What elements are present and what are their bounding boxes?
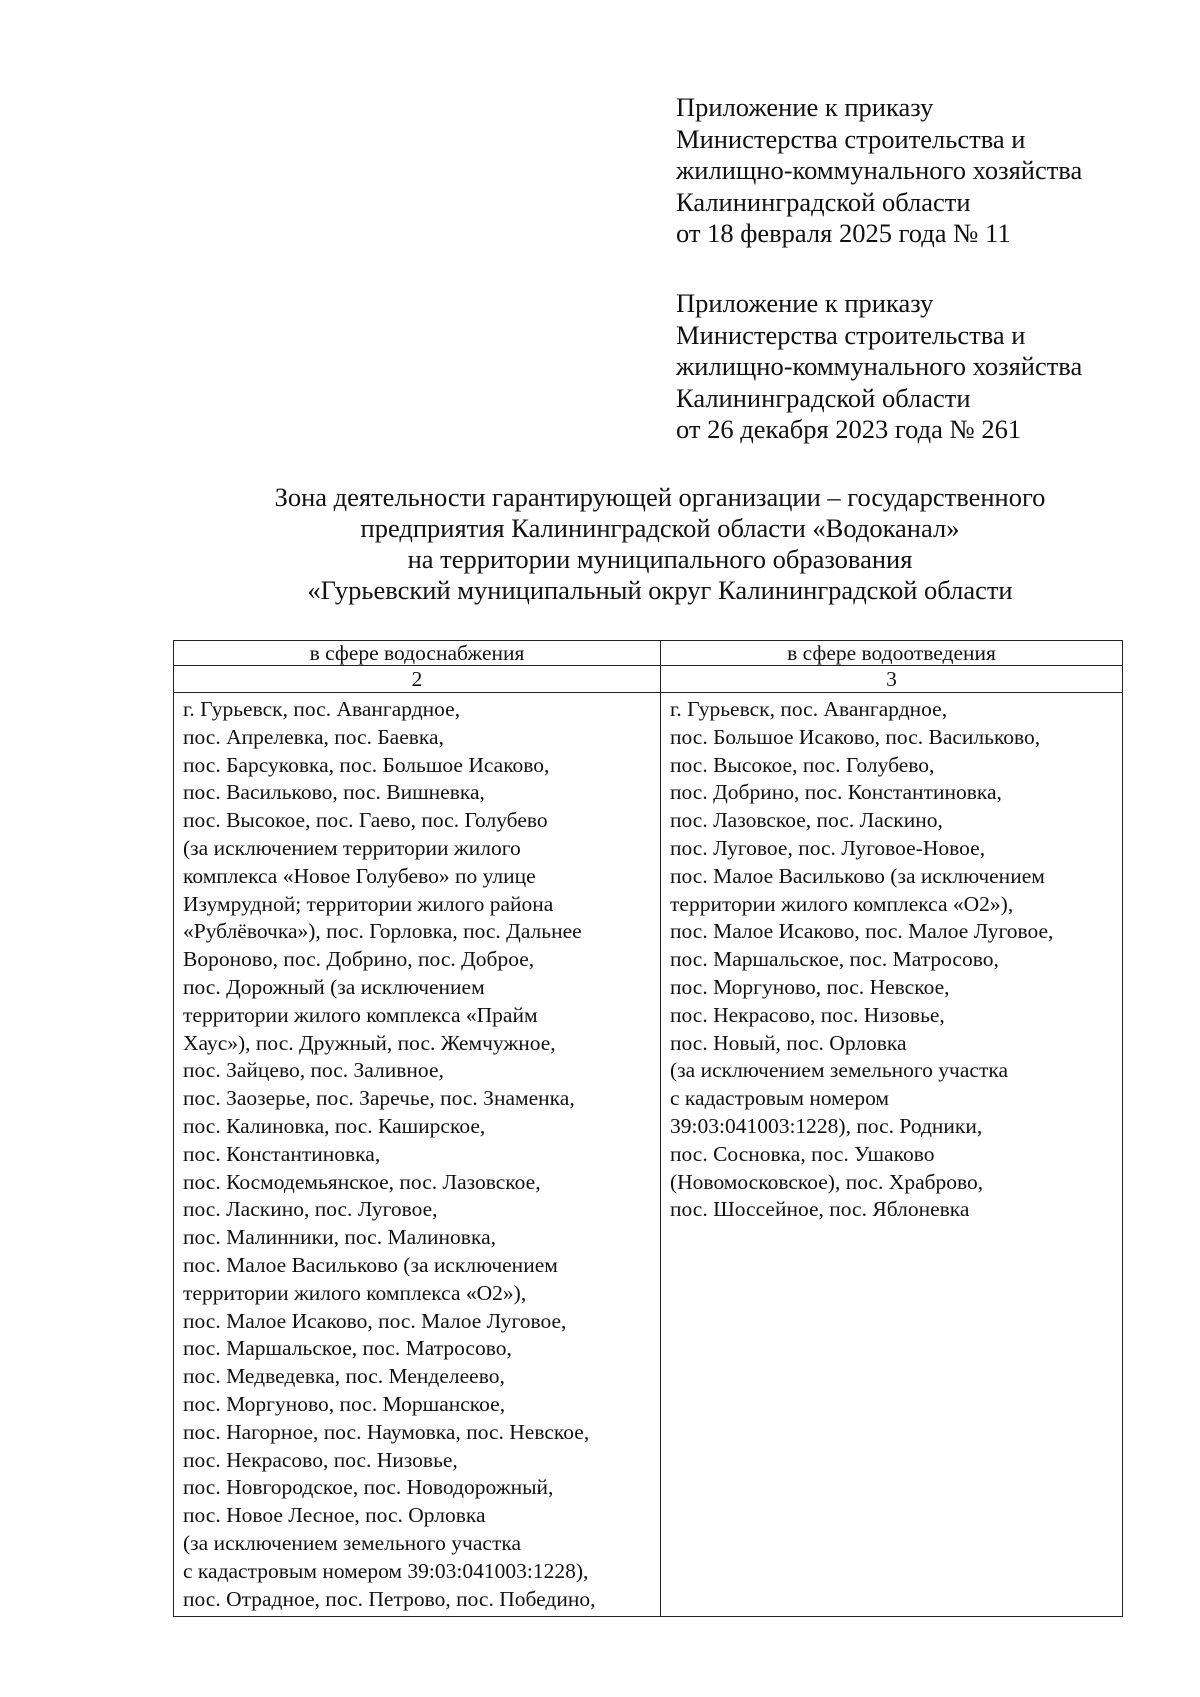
water-supply-line: пос. Некрасово, пос. Низовье, (183, 1447, 458, 1472)
wastewater-line: пос. Новый, пос. Орловка (670, 1030, 907, 1055)
header-line: Министерства строительства и (676, 123, 1026, 154)
wastewater-line: пос. Высокое, пос. Голубево, (670, 752, 935, 777)
table-body-row (174, 693, 1123, 1617)
water-supply-line: пос. Отрадное, пос. Петрово, пос. Победино, (183, 1586, 596, 1611)
wastewater-line: пос. Лазовское, пос. Ласкино, (670, 808, 943, 833)
water-supply-line: пос. Васильково, пос. Вишневка, (183, 780, 485, 805)
wastewater-line: пос. Моргуново, пос. Невское, (670, 974, 950, 999)
water-supply-line: территории жилого комплекса «О2»), (183, 1280, 527, 1305)
wastewater-line: пос. Сосновка, пос. Ушаково (670, 1141, 935, 1166)
water-supply-line: пос. Заозерье, пос. Заречье, пос. Знаменка, (183, 1086, 575, 1111)
header-line: Министерства строительства и (676, 319, 1026, 350)
wastewater-line: пос. Маршальское, пос. Матросово, (670, 947, 999, 972)
water-supply-line: пос. Зайцево, пос. Заливное, (183, 1058, 444, 1083)
water-supply-line: территории жилого комплекса «Прайм (183, 1002, 538, 1027)
water-supply-line: пос. Малое Исаково, пос. Малое Луговое, (183, 1308, 567, 1333)
wastewater-line: пос. Некрасово, пос. Низовье, (670, 1002, 945, 1027)
water-supply-line: Изумрудной; территории жилого района (183, 891, 554, 916)
water-supply-line: г. Гурьевск, пос. Авангардное, (183, 697, 461, 721)
water-supply-line: пос. Моргуново, пос. Моршанское, (183, 1391, 506, 1416)
water-supply-line: комплекса «Новое Голубево» по улице (183, 863, 536, 888)
appendix-header-current (676, 92, 1082, 250)
zones-table (173, 640, 1123, 1617)
wastewater-cell (661, 693, 1123, 1617)
wastewater-line: г. Гурьевск, пос. Авангардное, (670, 697, 948, 721)
water-supply-line: пос. Калиновка, пос. Каширское, (183, 1113, 486, 1138)
title-line: на территории муниципального образования (407, 544, 913, 574)
header-line: жилищно-коммунального хозяйства (676, 155, 1083, 185)
header-line: от 26 декабря 2023 года № 261 (676, 414, 1022, 444)
water-supply-cell (174, 693, 661, 1617)
header-water-supply: в сфере водоснабжения (174, 641, 661, 666)
water-supply-line: пос. Космодемьянское, пос. Лазовское, (183, 1169, 541, 1194)
water-supply-line: пос. Нагорное, пос. Наумовка, пос. Невское, (183, 1419, 590, 1444)
water-supply-line: пос. Ласкино, пос. Луговое, (183, 1197, 438, 1222)
water-supply-line: пос. Малое Васильково (за исключением (183, 1252, 558, 1277)
document-title (150, 482, 1170, 606)
water-supply-line: с кадастровым номером 39:03:041003:1228), (183, 1558, 589, 1583)
column-number-3: 3 (661, 666, 1123, 693)
water-supply-line: (за исключением территории жилого (183, 835, 521, 860)
water-supply-line: пос. Маршальское, пос. Матросово, (183, 1336, 512, 1361)
wastewater-line: пос. Большое Исаково, пос. Васильково, (670, 724, 1041, 749)
water-supply-line: пос. Константиновка, (183, 1141, 381, 1166)
wastewater-line: 39:03:041003:1228), пос. Родники, (670, 1113, 983, 1138)
water-supply-line: (за исключением земельного участка (183, 1530, 522, 1555)
column-number-2: 2 (174, 666, 661, 693)
title-line: Зона деятельности гарантирующей организации – государственного (274, 482, 1046, 512)
title-line: предприятия Калининградской области «Водоканал» (360, 513, 960, 543)
water-supply-line: пос. Высокое, пос. Гаево, пос. Голубево (183, 808, 548, 833)
header-line: Приложение к приказу (676, 92, 934, 122)
header-line: Калининградской области (676, 382, 971, 413)
water-supply-line: пос. Дорожный (за исключением (183, 974, 485, 999)
header-line: жилищно-коммунального хозяйства (676, 351, 1083, 381)
wastewater-line: с кадастровым номером (670, 1086, 890, 1111)
header-line: Приложение к приказу (676, 288, 934, 318)
water-supply-line: пос. Малинники, пос. Малиновка, (183, 1225, 496, 1250)
header-line: от 18 февраля 2025 года № 11 (676, 218, 1011, 248)
water-supply-line: пос. Новое Лесное, пос. Орловка (183, 1503, 486, 1528)
appendix-header-original (676, 288, 1082, 446)
wastewater-line: пос. Малое Васильково (за исключением (670, 863, 1045, 888)
water-supply-line: Хаус»), пос. Дружный, пос. Жемчужное, (183, 1030, 556, 1055)
table-number-row (174, 666, 1123, 693)
water-supply-line: пос. Апрелевка, пос. Баевка, (183, 724, 444, 749)
header-wastewater: в сфере водоотведения (661, 641, 1123, 666)
wastewater-line: (за исключением земельного участка (670, 1058, 1009, 1083)
wastewater-line: пос. Шоссейное, пос. Яблоневка (670, 1197, 970, 1222)
wastewater-line: пос. Добрино, пос. Константиновка, (670, 780, 1002, 805)
water-supply-line: пос. Барсуковка, пос. Большое Исаково, (183, 752, 550, 777)
wastewater-line: территории жилого комплекса «О2»), (670, 891, 1014, 916)
water-supply-line: пос. Новгородское, пос. Новодорожный, (183, 1475, 554, 1500)
water-supply-line: пос. Медведевка, пос. Менделеево, (183, 1364, 505, 1389)
table-header-row (174, 641, 1123, 666)
water-supply-line: «Рублёвочка»), пос. Горловка, пос. Дальнее (183, 919, 582, 944)
wastewater-line: пос. Малое Исаково, пос. Малое Луговое, (670, 919, 1054, 944)
header-line: Калининградской области (676, 186, 971, 217)
title-line: «Гурьевский муниципальный округ Калининградской области (307, 575, 1013, 605)
wastewater-line: (Новомосковское), пос. Храброво, (670, 1169, 984, 1194)
wastewater-line: пос. Луговое, пос. Луговое-Новое, (670, 835, 986, 860)
water-supply-line: Вороново, пос. Добрино, пос. Доброе, (183, 947, 535, 972)
